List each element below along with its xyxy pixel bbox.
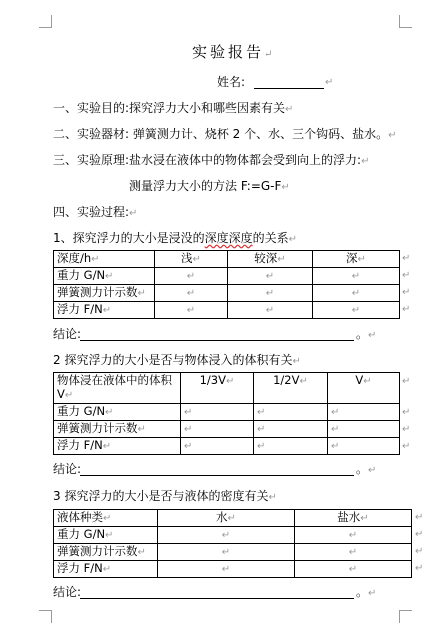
q3-header-saltwater: 盐水↵ <box>295 510 412 527</box>
row-end-mark: ↵ <box>402 304 411 315</box>
table-cell[interactable]: ↵ <box>254 421 328 438</box>
table-cell[interactable]: ↵ <box>155 285 228 302</box>
table-row <box>54 527 412 544</box>
table-cell[interactable]: ↵ <box>155 302 228 319</box>
q1-header-depth: 深度/h↵ <box>54 251 155 268</box>
table-cell[interactable]: ↵ <box>158 544 295 561</box>
q2-heading: 2 探究浮力的大小是否与物体浸入的体积有关↵ <box>53 353 301 367</box>
q2-header-half: 1/2V↵ <box>254 373 328 404</box>
table-row <box>54 268 400 285</box>
row-end-mark: ↵ <box>415 512 424 523</box>
q2-row-label: 重力 G/N↵ <box>54 404 181 421</box>
q2-header-full: V↵ <box>328 373 400 404</box>
row-end-mark: ↵ <box>415 529 424 540</box>
table-cell[interactable]: ↵ <box>181 438 254 455</box>
q3-row-label: 浮力 F/N↵ <box>54 561 158 578</box>
name-label: 姓名: <box>217 75 246 89</box>
page-title: 实验报告↵ <box>192 43 276 61</box>
table-cell[interactable]: ↵ <box>295 544 412 561</box>
q3-header-water: 水↵ <box>158 510 295 527</box>
q2-conclusion-end: 。↵ <box>356 462 377 476</box>
table-row <box>54 561 412 578</box>
name-para-mark: ↵ <box>325 77 334 88</box>
table-cell[interactable]: ↵ <box>313 285 400 302</box>
table-header-row <box>54 251 400 268</box>
row-end-mark: ↵ <box>402 407 411 418</box>
q1-conclusion-label: 结论: <box>53 327 82 341</box>
q2-row-label: 弹簧测力计示数↵ <box>54 421 181 438</box>
table-cell[interactable]: ↵ <box>313 302 400 319</box>
row-end-mark: ↵ <box>402 287 411 298</box>
q1-row-label: 浮力 F/N↵ <box>54 302 155 319</box>
table-cell[interactable]: ↵ <box>158 527 295 544</box>
section-purpose: 一、实验目的:探究浮力大小和哪些因素有关↵ <box>53 101 294 115</box>
q3-conclusion-end: 。↵ <box>356 585 377 599</box>
row-end-mark: ↵ <box>415 563 424 574</box>
table-cell[interactable]: ↵ <box>228 268 313 285</box>
table-cell[interactable]: ↵ <box>158 561 295 578</box>
row-end-mark: ↵ <box>402 253 411 264</box>
table-cell[interactable]: ↵ <box>181 421 254 438</box>
q1-table <box>53 250 400 319</box>
table-cell[interactable]: ↵ <box>313 268 400 285</box>
table-cell[interactable]: ↵ <box>328 438 400 455</box>
q2-row-label: 浮力 F/N↵ <box>54 438 181 455</box>
table-header-row <box>54 510 412 527</box>
q3-heading: 3 探究浮力的大小是否与液体的密度有关↵ <box>53 489 277 503</box>
table-row <box>54 544 412 561</box>
q3-conclusion-field[interactable] <box>80 598 354 599</box>
table-cell[interactable]: ↵ <box>254 404 328 421</box>
section-principle: 三、实验原理:盐水浸在液体中的物体都会受到向上的浮力:↵ <box>53 153 370 167</box>
crop-mark-top-right <box>399 15 412 28</box>
table-cell[interactable]: ↵ <box>181 404 254 421</box>
row-end-mark: ↵ <box>402 376 411 387</box>
table-cell[interactable]: ↵ <box>295 527 412 544</box>
section-method: 测量浮力大小的方法 F:=G-F↵ <box>129 179 290 193</box>
row-end-mark: ↵ <box>402 270 411 281</box>
table-row <box>54 285 400 302</box>
table-row <box>54 404 400 421</box>
row-end-mark: ↵ <box>402 424 411 435</box>
q3-header-liquid: 液体种类↵ <box>54 510 158 527</box>
table-row <box>54 421 400 438</box>
q2-conclusion-field[interactable] <box>80 475 354 476</box>
q1-row-label: 弹簧测力计示数↵ <box>54 285 155 302</box>
table-cell[interactable]: ↵ <box>254 438 328 455</box>
table-cell[interactable]: ↵ <box>228 285 313 302</box>
crop-mark-top-left <box>39 15 52 28</box>
crop-mark-bottom-left <box>39 610 52 623</box>
q2-header-volume: 物体浸在液体中的体积 V↵ <box>54 373 181 404</box>
q1-conclusion-field[interactable] <box>80 340 354 341</box>
q3-row-label: 重力 G/N↵ <box>54 527 158 544</box>
row-end-mark: ↵ <box>402 441 411 452</box>
row-end-mark: ↵ <box>415 546 424 557</box>
q3-conclusion-label: 结论: <box>53 585 82 599</box>
q1-conclusion-end: 。↵ <box>356 327 377 341</box>
crop-mark-bottom-right <box>399 610 412 623</box>
section-process: 四、实验过程:↵ <box>53 205 138 219</box>
q1-header-deeper: 较深↵ <box>228 251 313 268</box>
q1-header-deep: 深↵ <box>313 251 400 268</box>
table-header-row <box>54 373 400 404</box>
q1-row-label: 重力 G/N↵ <box>54 268 155 285</box>
table-cell[interactable]: ↵ <box>328 404 400 421</box>
q3-row-label: 弹簧测力计示数↵ <box>54 544 158 561</box>
q2-header-third: 1/3V↵ <box>181 373 254 404</box>
name-field[interactable] <box>254 88 324 89</box>
table-row <box>54 438 400 455</box>
q2-conclusion-label: 结论: <box>53 462 82 476</box>
name-line <box>217 75 245 90</box>
q3-table <box>53 509 412 578</box>
table-cell[interactable]: ↵ <box>295 561 412 578</box>
q2-table <box>53 372 400 455</box>
table-cell[interactable]: ↵ <box>228 302 313 319</box>
q1-heading: 1、探究浮力的大小是浸没的深度深度的关系↵ <box>53 231 298 245</box>
table-row <box>54 302 400 319</box>
q1-header-shallow: 浅↵ <box>155 251 228 268</box>
table-cell[interactable]: ↵ <box>155 268 228 285</box>
table-cell[interactable]: ↵ <box>328 421 400 438</box>
section-equipment: 二、实验器材: 弹簧测力计、烧杯 2 个、水、三个钩码、盐水。↵ <box>53 127 397 141</box>
